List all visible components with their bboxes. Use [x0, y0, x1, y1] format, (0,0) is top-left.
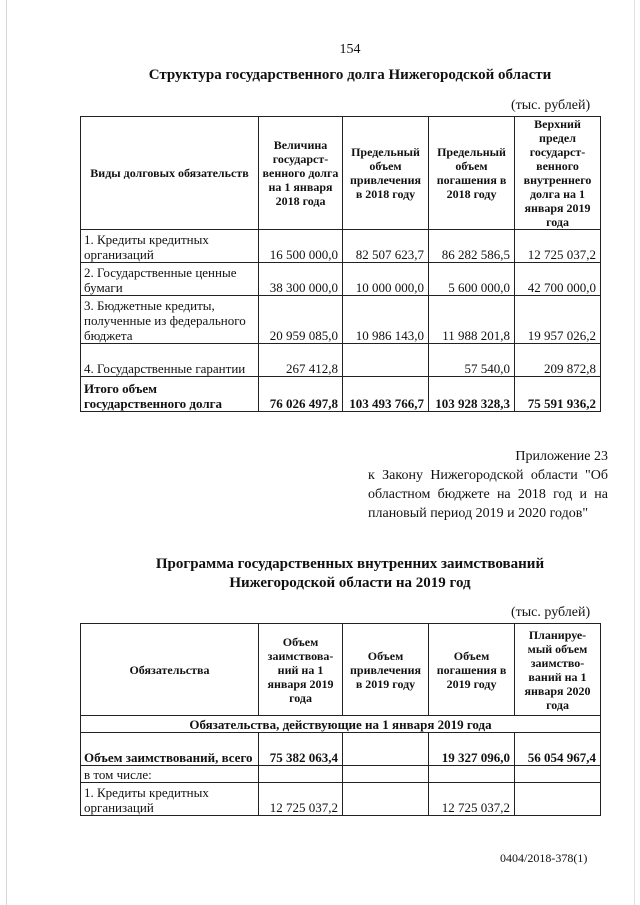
table2-title: [80, 555, 620, 593]
cell-value: 11 988 201,8: [429, 296, 515, 344]
table-row: [81, 296, 601, 344]
appendix-law-reference: к Закону Нижегородской области "Об областном бюджете на 2018 год и на плановый период 2019 и 2020 годов": [368, 468, 608, 521]
table2-title-line1: Программа государственных внутренних заимствований: [155, 556, 545, 572]
cell-value: 42 700 000,0: [515, 263, 601, 296]
header-upper-limit-2019: Верхний предел государст-венного внутреннего долга на 1 января 2019 года: [515, 117, 601, 230]
header-repayment-2018: Предельный объем погашения в 2018 году: [429, 117, 515, 230]
row-label: 2. Государственные ценные бумаги: [81, 263, 259, 296]
row-label: 1. Кредиты кредитных организаций: [81, 230, 259, 263]
cell-value: 75 382 063,4: [259, 733, 343, 766]
header-borrowing-2018: Предельный объем привлечения в 2018 году: [343, 117, 429, 230]
appendix-note: [368, 447, 608, 523]
cell-value: 19 957 026,2: [515, 296, 601, 344]
cell-value: 103 928 328,3: [429, 377, 515, 412]
table-row: [81, 230, 601, 263]
borrowing-program-table: [80, 623, 601, 816]
table-row: [81, 263, 601, 296]
cell-value: 75 591 936,2: [515, 377, 601, 412]
cell-value: 10 986 143,0: [343, 296, 429, 344]
cell-value: 38 300 000,0: [259, 263, 343, 296]
table2-title-line2: Нижегородской области на 2019 год: [229, 575, 471, 591]
header-planned-2020: Планируе-мый объем заимство-ваний на 1 января 2020 года: [515, 624, 601, 716]
header-debt-types: Виды долговых обязательств: [81, 117, 259, 230]
cell-value: 12 725 037,2: [259, 783, 343, 816]
cell-value: 12 725 037,2: [429, 783, 515, 816]
row-label: 1. Кредиты кредитных организаций: [81, 783, 259, 816]
cell-value: 12 725 037,2: [515, 230, 601, 263]
table-row: [81, 344, 601, 377]
header-debt-2018: Величина государст-венного долга на 1 января 2018 года: [259, 117, 343, 230]
header-repayment-2019: Объем погашения в 2019 году: [429, 624, 515, 716]
row-label: 4. Государственные гарантии: [81, 344, 259, 377]
table1-title: Структура государственного долга Нижегородской области: [148, 67, 552, 83]
cell-value: 76 026 497,8: [259, 377, 343, 412]
cell-value: [515, 783, 601, 816]
table2-unit: (тыс. рублей): [511, 605, 591, 620]
page-right-edge: [634, 0, 635, 905]
table-row: [81, 783, 601, 816]
cell-value: 103 493 766,7: [343, 377, 429, 412]
cell-value: [343, 733, 429, 766]
cell-value: 16 500 000,0: [259, 230, 343, 263]
table-row: [81, 766, 601, 783]
cell-value: 56 054 967,4: [515, 733, 601, 766]
cell-value: [343, 783, 429, 816]
header-attraction-2019: Объем привлечения в 2019 году: [343, 624, 429, 716]
total-row: [81, 733, 601, 766]
cell-value: 20 959 085,0: [259, 296, 343, 344]
cell-value: 5 600 000,0: [429, 263, 515, 296]
cell-value: 209 872,8: [515, 344, 601, 377]
header-borrowing-volume-2019: Объем заимствова-ний на 1 января 2019 года: [259, 624, 343, 716]
cell-value: 19 327 096,0: [429, 733, 515, 766]
cell-value: 82 507 623,7: [343, 230, 429, 263]
debt-structure-table: [80, 116, 601, 412]
row-label: Объем заимствований, всего: [81, 733, 259, 766]
cell-value: 10 000 000,0: [343, 263, 429, 296]
cell-value: 267 412,8: [259, 344, 343, 377]
page-number: 154: [339, 42, 361, 57]
document-code: 0404/2018-378(1): [500, 851, 588, 865]
row-label: Итого объем государственного долга: [81, 377, 259, 412]
total-row: [81, 377, 601, 412]
page-left-edge: [6, 0, 7, 905]
cell-value: [343, 344, 429, 377]
row-label: в том числе:: [81, 766, 259, 783]
row-label: 3. Бюджетные кредиты, полученные из федерального бюджета: [81, 296, 259, 344]
cell-value: 86 282 586,5: [429, 230, 515, 263]
section-label: Обязательства, действующие на 1 января 2019 года: [81, 716, 601, 733]
appendix-number: Приложение 23: [515, 449, 608, 464]
section-row: [81, 716, 601, 733]
cell-value: 57 540,0: [429, 344, 515, 377]
header-obligations: Обязательства: [81, 624, 259, 716]
table1-unit: (тыс. рублей): [511, 98, 591, 113]
